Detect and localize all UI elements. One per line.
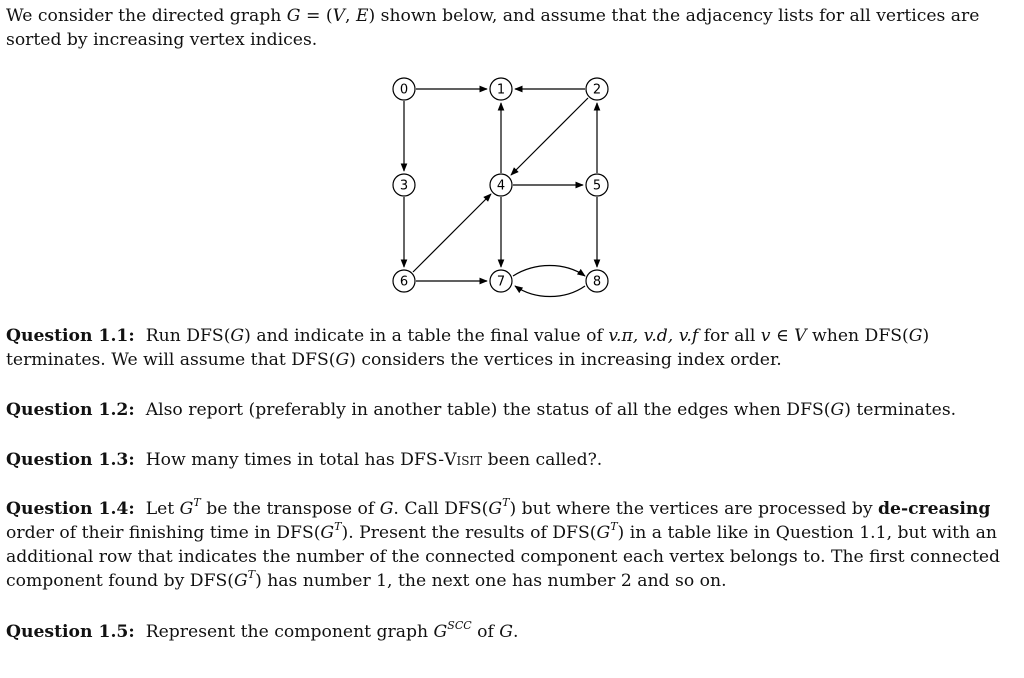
intro-text-2: ) shown below, and assume that the adjacency lists for all vertices are sorted by increasing vertex indices. bbox=[6, 6, 980, 50]
svg-text:5: 5 bbox=[592, 178, 602, 194]
question-1-2 bbox=[6, 398, 1008, 422]
node-7 bbox=[490, 270, 512, 292]
math-G: G bbox=[433, 622, 448, 642]
question-1-4: Question 1.4: Let $G^T$ be the transpose of G. Call $DFS(G^T)$ but where the vertices are processed by de-creasing order of their finishing time in $DFS(G^T)$. Present the results of $DFS(G^T)$ in a table like in Question 1.1, but with an additional row that indicates the number of the connected component each vertex belongs to. The first connected component found by $DFS(G^T)$ has number 1, the next one has number 2 and so on. bbox=[6, 496, 1001, 591]
q4-text-6: ). Present the results of DFS( bbox=[341, 523, 597, 543]
svg-text:7: 7 bbox=[496, 274, 506, 290]
edge-7-8 bbox=[513, 266, 585, 277]
q5-text-3: . bbox=[513, 622, 519, 642]
math-G: G bbox=[320, 523, 335, 543]
q1-text-5: when DFS( bbox=[806, 326, 909, 346]
q4-text-7: ) in a table like in Question 1.1, but with an additional row that indicates the number of the connected component each vertex belongs to. The first connected component found by DFS( bbox=[6, 523, 1001, 591]
svg-text:1: 1 bbox=[496, 82, 506, 98]
math-G: G bbox=[179, 499, 194, 519]
node-5 bbox=[586, 174, 608, 196]
q1-text-3: for all bbox=[698, 326, 761, 346]
math-T-superscript: T bbox=[193, 496, 201, 510]
math-G: G bbox=[499, 622, 514, 642]
edge-8-7 bbox=[515, 286, 585, 297]
question-1-3 bbox=[6, 448, 1008, 472]
q1-text-2: ) and indicate in a table the final value of bbox=[244, 326, 609, 346]
math-v: v bbox=[760, 326, 771, 346]
intro-paragraph bbox=[6, 4, 1006, 52]
math-G: G bbox=[908, 326, 923, 346]
math-G: G bbox=[830, 400, 845, 420]
q1-text-4: ∈ bbox=[770, 326, 795, 346]
math-G: G bbox=[335, 350, 350, 370]
question-label: Question 1.2: bbox=[6, 400, 135, 420]
node-2 bbox=[586, 78, 608, 100]
intro-comma: , bbox=[345, 6, 356, 26]
svg-text:0: 0 bbox=[399, 82, 409, 98]
node-3 bbox=[393, 174, 415, 196]
q2-text-1: Also report (preferably in another table) the status of all the edges when DFS( bbox=[145, 400, 831, 420]
math-V: V bbox=[794, 326, 807, 346]
edge-2-4 bbox=[511, 98, 588, 175]
q4-text-5: order of their finishing time in DFS( bbox=[6, 523, 321, 543]
q2-text-2: ) terminates. bbox=[844, 400, 957, 420]
math-V: V bbox=[332, 6, 345, 26]
question-label: Question 1.1: bbox=[6, 326, 135, 346]
math-SCC-superscript: SCC bbox=[447, 619, 472, 633]
math-G: G bbox=[233, 571, 248, 591]
q4-text-8: ) has number 1, the next one has number 2 and so on. bbox=[255, 571, 727, 591]
svg-text:6: 6 bbox=[399, 274, 409, 290]
math-G: G bbox=[286, 6, 301, 26]
q4-text-3: . Call DFS( bbox=[393, 499, 489, 519]
q3-text-2: been called?. bbox=[482, 450, 603, 470]
q1-text-6: ) terminates. We will assume that DFS( bbox=[6, 326, 930, 370]
svg-text:4: 4 bbox=[496, 178, 506, 194]
question-label: Question 1.3: bbox=[6, 450, 135, 470]
svg-text:3: 3 bbox=[399, 178, 409, 194]
node-8 bbox=[586, 270, 608, 292]
question-label: Question 1.5: bbox=[6, 622, 135, 642]
math-G: G bbox=[596, 523, 611, 543]
svg-text:2: 2 bbox=[592, 82, 602, 98]
edge-6-4 bbox=[413, 194, 491, 272]
q1-text-7: ) considers the vertices in increasing index order. bbox=[349, 350, 782, 370]
node-1 bbox=[490, 78, 512, 100]
math-G: G bbox=[488, 499, 503, 519]
intro-eq: = ( bbox=[300, 6, 333, 26]
q5-text-1: Represent the component graph bbox=[145, 622, 434, 642]
q1-text-1: Run DFS( bbox=[145, 326, 231, 346]
question-1-1 bbox=[6, 324, 1008, 372]
math-E: E bbox=[355, 6, 369, 26]
math-G: G bbox=[379, 499, 394, 519]
node-6 bbox=[393, 270, 415, 292]
node-4 bbox=[490, 174, 512, 196]
q3-text-1: How many times in total has DFS- bbox=[145, 450, 445, 470]
question-1-5 bbox=[6, 620, 1008, 644]
question-label: Question 1.4: bbox=[6, 499, 135, 519]
node-0 bbox=[393, 78, 415, 100]
bold-decreasing: de-creasing bbox=[878, 499, 991, 519]
math-vertex-attrs: v.π, v.d, v.f bbox=[608, 326, 699, 346]
q4-text-4: ) but where the vertices are processed by bbox=[509, 499, 878, 519]
intro-text-1: We consider the directed graph bbox=[6, 6, 287, 26]
directed-graph bbox=[380, 70, 625, 300]
math-G: G bbox=[230, 326, 245, 346]
q5-text-2: of bbox=[471, 622, 500, 642]
svg-text:8: 8 bbox=[592, 274, 602, 290]
dfs-visit-name: Visit bbox=[444, 450, 483, 470]
q4-text-2: be the transpose of bbox=[200, 499, 380, 519]
q4-text-1: Let bbox=[145, 499, 180, 519]
